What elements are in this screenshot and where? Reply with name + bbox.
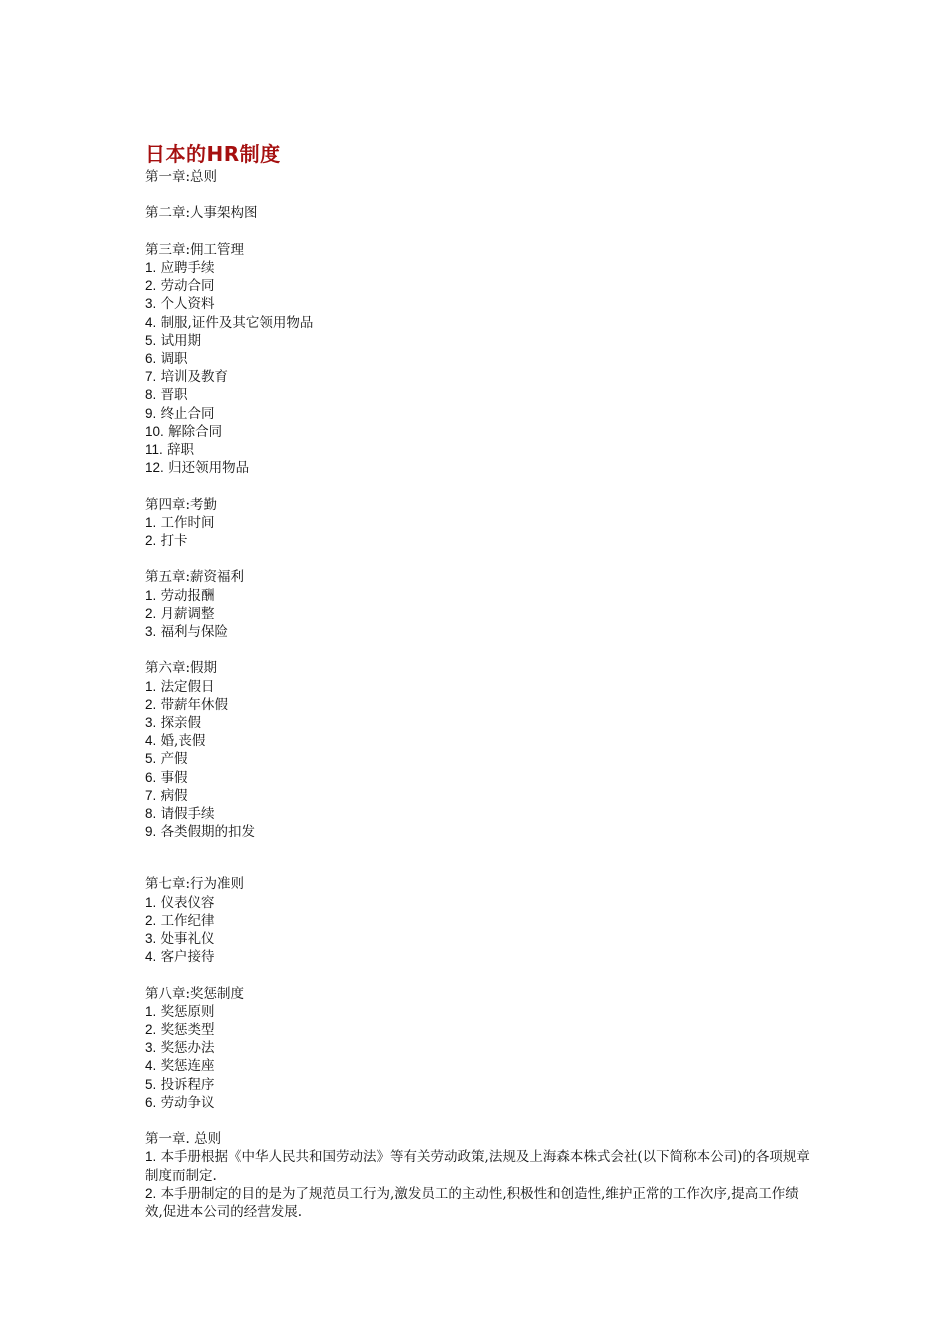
toc-item-text: 晋职 <box>160 387 188 404</box>
toc-item-number: 1. <box>145 587 157 603</box>
toc-item-text: 带薪年休假 <box>160 696 229 713</box>
toc-item-text: 福利与保险 <box>160 624 229 641</box>
toc-item-number: 5. <box>145 1076 157 1092</box>
toc-item-text: 解除合同 <box>168 423 223 440</box>
toc-chapter-title: 第七章:行为准则 <box>145 876 245 893</box>
toc-item-number: 6. <box>145 1094 157 1110</box>
toc-item-text: 制服,证件及其它领用物品 <box>160 314 314 331</box>
toc-chapter <box>145 241 815 478</box>
paragraph-number: 1. <box>145 1149 157 1165</box>
toc-chapter-title: 第八章:奖惩制度 <box>145 985 245 1002</box>
toc-item <box>145 532 815 550</box>
toc-item-number: 1. <box>145 894 157 910</box>
toc-item-number: 6. <box>145 769 157 785</box>
toc-item <box>145 1021 815 1039</box>
toc-chapter <box>145 168 815 186</box>
toc-item-text: 培训及教育 <box>160 369 229 386</box>
toc-item <box>145 314 815 332</box>
paragraph-number: 2. <box>145 1185 157 1201</box>
toc-chapter-title: 第三章:佣工管理 <box>145 241 245 258</box>
toc-item <box>145 894 815 912</box>
toc-item-text: 病假 <box>160 787 188 804</box>
toc-item-number: 2. <box>145 533 157 549</box>
toc-item-number: 4. <box>145 314 157 330</box>
toc-item-text: 调职 <box>160 351 188 367</box>
toc-item-text: 事假 <box>160 769 188 786</box>
toc-item-number: 2. <box>145 696 157 712</box>
toc-item <box>145 1057 815 1075</box>
toc-item-number: 2. <box>145 605 157 621</box>
toc-item <box>145 696 815 714</box>
toc-item-text: 归还领用物品 <box>168 460 250 477</box>
toc-item <box>145 1003 815 1021</box>
toc-item-text: 月薪调整 <box>160 605 215 622</box>
toc-item <box>145 587 815 605</box>
toc-item <box>145 441 815 459</box>
toc-item-number: 1. <box>145 678 157 694</box>
toc-chapter <box>145 568 815 641</box>
toc-item-number: 3. <box>145 1040 157 1056</box>
table-of-contents <box>145 168 815 1112</box>
toc-item <box>145 912 815 930</box>
toc-item-number: 4. <box>145 733 157 749</box>
toc-item <box>145 459 815 477</box>
toc-item <box>145 930 815 948</box>
toc-item <box>145 678 815 696</box>
toc-item-text: 辞职 <box>167 442 195 459</box>
toc-item <box>145 514 815 532</box>
toc-chapter-title: 第五章:薪资福利 <box>145 569 245 586</box>
paragraph-text: 本手册制定的目的是为了规范员工行为,激发员工的主动性,积极性和创造性,维护正常的工作次序,提高工作绩效,促进本公司的经营发展. <box>145 1185 799 1221</box>
toc-item <box>145 1039 815 1057</box>
toc-item <box>145 332 815 350</box>
toc-item-text: 终止合同 <box>160 405 215 422</box>
toc-item-number: 7. <box>145 787 157 803</box>
toc-item-text: 劳动合同 <box>160 278 215 295</box>
toc-item-text: 各类假期的扣发 <box>160 824 256 841</box>
document-title: 日本的HR制度 <box>145 142 281 166</box>
toc-item-text: 婚,丧假 <box>160 733 206 750</box>
toc-item-number: 9. <box>145 405 157 421</box>
toc-item-number: 7. <box>145 369 157 385</box>
detail-paragraphs <box>145 1148 815 1221</box>
toc-chapter-title: 第一章:总则 <box>145 169 218 185</box>
toc-item <box>145 769 815 787</box>
toc-item-number: 6. <box>145 351 157 366</box>
document-body <box>145 140 815 1221</box>
toc-item-number: 2. <box>145 912 157 928</box>
toc-item-text: 应聘手续 <box>160 259 215 276</box>
toc-item <box>145 787 815 805</box>
toc-item-number: 3. <box>145 931 157 947</box>
detail-chapter-title: 第一章. 总则 <box>145 1131 222 1148</box>
toc-item-text: 奖惩办法 <box>160 1040 215 1057</box>
toc-item <box>145 750 815 768</box>
toc-chapter <box>145 875 815 966</box>
toc-item-number: 3. <box>145 296 157 312</box>
toc-item <box>145 368 815 386</box>
toc-item-number: 2. <box>145 278 157 294</box>
toc-item-number: 10. <box>145 423 164 439</box>
toc-item-text: 请假手续 <box>160 806 215 823</box>
paragraph-text: 本手册根据《中华人民共和国劳动法》等有关劳动政策,法规及上海森本株式会社(以下简称本公司)的各项规章制度而制定. <box>145 1149 810 1184</box>
toc-chapter <box>145 496 815 551</box>
toc-item <box>145 386 815 404</box>
toc-item <box>145 423 815 441</box>
toc-item-number: 4. <box>145 1058 157 1074</box>
toc-item <box>145 1076 815 1094</box>
toc-item-text: 探亲假 <box>160 715 202 732</box>
toc-item <box>145 623 815 641</box>
toc-item-number: 1. <box>145 1003 157 1019</box>
toc-item-number: 3. <box>145 715 157 731</box>
toc-item-number: 8. <box>145 387 157 403</box>
detail-paragraph <box>145 1148 815 1184</box>
toc-item-number: 9. <box>145 824 157 840</box>
toc-item-text: 处事礼仪 <box>160 931 215 948</box>
toc-item-number: 5. <box>145 332 157 348</box>
toc-item-number: 8. <box>145 806 157 822</box>
toc-item <box>145 714 815 732</box>
toc-item <box>145 405 815 423</box>
toc-item-text: 个人资料 <box>160 296 215 313</box>
toc-chapter <box>145 204 815 222</box>
toc-item <box>145 823 815 841</box>
toc-item-text: 奖惩类型 <box>160 1022 215 1039</box>
toc-item <box>145 295 815 313</box>
toc-chapter-title: 第二章:人事架构图 <box>145 205 258 222</box>
toc-item <box>145 259 815 277</box>
toc-item <box>145 1094 815 1112</box>
toc-item <box>145 350 815 368</box>
toc-item-number: 1. <box>145 259 157 275</box>
toc-item-text: 客户接待 <box>160 949 215 966</box>
toc-chapter <box>145 985 815 1112</box>
toc-item-text: 工作纪律 <box>160 912 215 929</box>
toc-item-text: 奖惩连座 <box>160 1058 215 1075</box>
toc-item <box>145 605 815 623</box>
toc-item-number: 2. <box>145 1022 157 1038</box>
toc-item <box>145 732 815 750</box>
detail-paragraph <box>145 1185 815 1221</box>
chapter-detail <box>145 1130 815 1221</box>
toc-item-number: 4. <box>145 949 157 965</box>
toc-item <box>145 948 815 966</box>
toc-chapter-title: 第六章:假期 <box>145 660 218 677</box>
toc-item-text: 劳动报酬 <box>160 587 215 604</box>
toc-item-text: 打卡 <box>160 533 188 550</box>
toc-item-number: 12. <box>145 460 164 476</box>
toc-item <box>145 805 815 823</box>
toc-item-text: 奖惩原则 <box>160 1003 215 1020</box>
toc-item-number: 1. <box>145 514 157 530</box>
toc-chapter <box>145 659 815 841</box>
toc-chapter-title: 第四章:考勤 <box>145 496 218 513</box>
toc-item <box>145 277 815 295</box>
toc-item-number: 5. <box>145 751 157 767</box>
toc-item-text: 产假 <box>160 751 188 768</box>
toc-item-number: 3. <box>145 624 157 640</box>
toc-item-text: 试用期 <box>160 332 202 349</box>
toc-item-text: 工作时间 <box>160 514 215 531</box>
toc-item-number: 11. <box>145 442 163 458</box>
toc-item-text: 劳动争议 <box>160 1094 215 1111</box>
toc-item-text: 投诉程序 <box>160 1076 215 1093</box>
toc-item-text: 仪表仪容 <box>160 894 215 911</box>
toc-item-text: 法定假日 <box>160 678 215 695</box>
